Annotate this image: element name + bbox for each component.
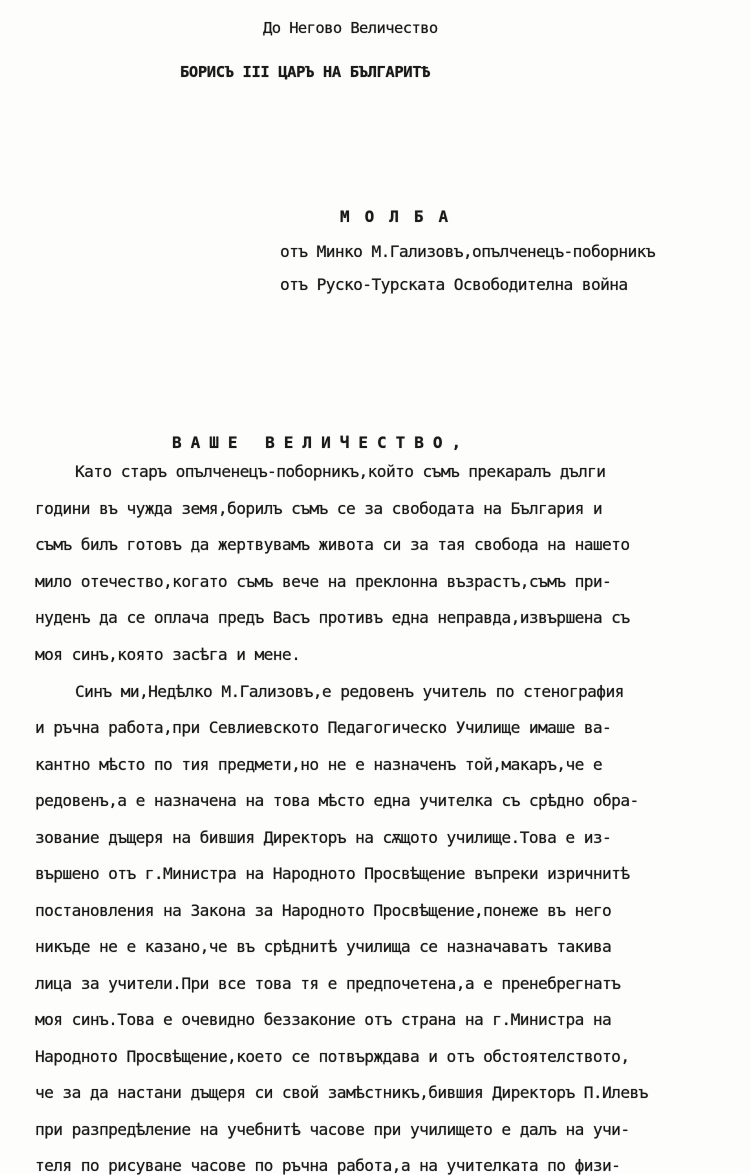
body-line: редовенъ,а е назначена на това мѣсто една учителка съ срѣдно обра- bbox=[35, 791, 639, 810]
body-line: години въ чужда земя,борилъ съмъ се за свободата на България и bbox=[35, 499, 603, 518]
body-line: и ръчна работа,при Севлиевското Педагогическо Училище имаше ва- bbox=[35, 718, 612, 737]
salutation: ВАШЕ ВЕЛИЧЕСТВО, bbox=[172, 433, 471, 452]
body-line: теля по рисуване часове по ръчна работа,а на учителката по физи- bbox=[35, 1156, 621, 1175]
body-line: зование дъщеря на бившия Директоръ на сѫщото училище.Това е из- bbox=[35, 828, 612, 847]
body-line: мило отечество,когато съмъ вече на преклонна възрастъ,съмъ при- bbox=[35, 572, 612, 591]
body-line: вършено отъ г.Министра на Народното Просвѣщение въпреки изричнитѣ bbox=[35, 864, 630, 883]
body-line: моя синъ,която засѣга и мене. bbox=[35, 645, 301, 664]
body-line: постановления на Закона за Народното Просвѣщение,понеже въ него bbox=[35, 901, 612, 920]
petition-heading: МОЛБА bbox=[340, 207, 464, 226]
body-line: Синъ ми,Недѣлко М.Гализовъ,е редовенъ учитель по стенография bbox=[75, 682, 624, 701]
body-line: съмъ билъ готовъ да жертвувамъ живота си за тая свобода на нашето bbox=[35, 535, 630, 554]
body-line: че за да настани дъщеря си свой замѣстникъ,бившия Директоръ П.Илевъ bbox=[35, 1083, 648, 1102]
body-line: кантно мѣсто по тия предмети,но не е назначенъ той,макаръ,че е bbox=[35, 755, 603, 774]
petitioner-line: отъ Минко М.Гализовъ,опълченецъ-поборникъ bbox=[280, 242, 655, 261]
king-title: БОРИСЪ III ЦАРЪ НА БЪЛГАРИТѢ bbox=[180, 63, 431, 81]
body-line: Като старъ опълченецъ-поборникъ,който съмъ прекаралъ дълги bbox=[75, 462, 606, 481]
body-line: нуденъ да се оплача предъ Васъ противъ една неправда,извършена съ bbox=[35, 608, 630, 627]
addressee-line: До Негово Величество bbox=[263, 19, 438, 37]
body-line: лица за учители.При все това тя е предпочетена,а е пренебрегнатъ bbox=[35, 974, 621, 993]
body-line: Народното Просвѣщение,което се потвърждава и отъ обстоятелството, bbox=[35, 1047, 630, 1066]
body-line: моя синъ.Това е очевидно беззаконие отъ страна на г.Министра на bbox=[35, 1010, 612, 1029]
body-line: при разпредѣление на учебнитѣ часове при училището е далъ на учи- bbox=[35, 1120, 630, 1139]
petitioner-war-line: отъ Руско-Турската Освободителна война bbox=[280, 275, 628, 294]
body-line: никъде не е казано,че въ срѣднитѣ училища се назначаватъ такива bbox=[35, 937, 612, 956]
